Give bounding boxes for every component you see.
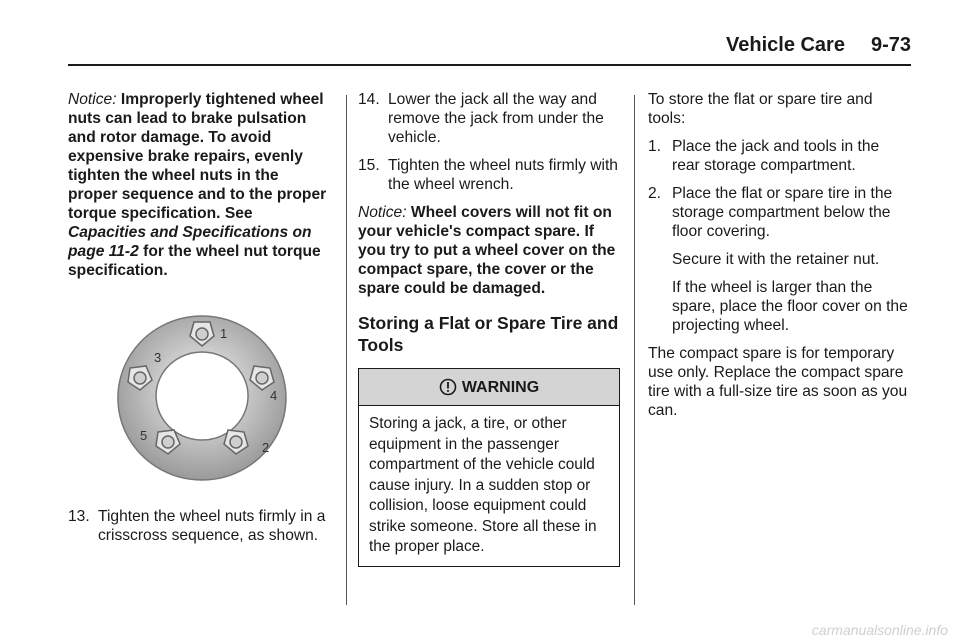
step-text: Place the flat or spare tire in the storage compartment below the floor covering. [672,185,893,240]
column-1 [68,90,330,289]
step-text: Lower the jack all the way and remove the jack from under the vehicle. [388,91,604,146]
step-number: 1. [648,138,662,155]
step-text: Place the jack and tools in the rear storage compartment. [672,138,880,174]
step-15 [358,156,620,194]
notice-label: Notice: [358,204,407,221]
step-13 [68,507,330,545]
step-number: 14. [358,91,380,108]
page-header [0,34,911,57]
closing-paragraph: The compact spare is for temporary use only. Replace the compact spare tire with a full-size tire as soon as you can. [648,345,908,419]
nut-label-5: 5 [140,428,148,443]
nut-label-3: 3 [154,350,162,365]
column-2 [358,90,620,567]
intro-paragraph: To store the flat or spare tire and tools: [648,91,873,127]
larger-wheel-paragraph: If the wheel is larger than the spare, place the floor cover on the projecting wheel. [672,279,908,334]
notice-paragraph-2 [358,203,620,298]
notice-label: Notice: [68,91,117,108]
notice-tail: for the wheel nut torque specification. [68,243,321,279]
warning-header [359,369,619,406]
column-divider-2 [634,95,635,605]
watermark: carmanualsonline.info [811,622,948,638]
wheel-nut-sequence-figure [114,312,290,484]
step-14 [358,90,620,147]
warning-box [358,368,620,567]
step-text: Tighten the wheel nuts firmly in a crisscross sequence, as shown. [98,508,326,544]
nut-label-1: 1 [220,326,228,341]
warning-title: WARNING [461,378,540,396]
warning-text: Storing a jack, a tire, or other equipment in the passenger compartment of the vehicle could cause injury. In a sudden stop or collision, loose equipment could strike someone. Store all these in the proper place. [369,415,597,555]
step-2 [648,184,910,241]
nut-label-4: 4 [270,388,278,403]
notice-paragraph-1 [68,90,330,280]
step-text: Tighten the wheel nuts firmly with the wheel wrench. [388,157,618,193]
page-number: 9-73 [870,34,911,56]
step-number: 2. [648,185,662,202]
section-title: Vehicle Care [726,34,845,56]
section-subheading: Storing a Flat or Spare Tire and Tools [358,313,619,355]
secure-paragraph: Secure it with the retainer nut. [672,251,880,268]
column-divider-1 [346,95,347,605]
notice-text: Improperly tightened wheel nuts can lead to brake pulsation and rotor damage. To avoid expensive brake repairs, evenly tighten the wheel nuts in the proper sequence and to the proper torque specification. See [68,91,327,222]
notice-text: Wheel covers will not fit on your vehicle's compact spare. If you try to put a wheel cover on the compact spare, the cover or the spare could be damaged. [358,204,616,297]
warning-icon [439,378,457,396]
nut-label-2: 2 [262,440,270,455]
notice-reference-link[interactable]: Capacities and Specifications on page 11-2 [68,224,312,260]
header-rule [68,64,911,66]
step-number: 13. [68,508,90,525]
step-1 [648,137,910,175]
step-number: 15. [358,157,380,174]
column-1-steps [68,507,330,554]
column-3 [648,90,910,429]
